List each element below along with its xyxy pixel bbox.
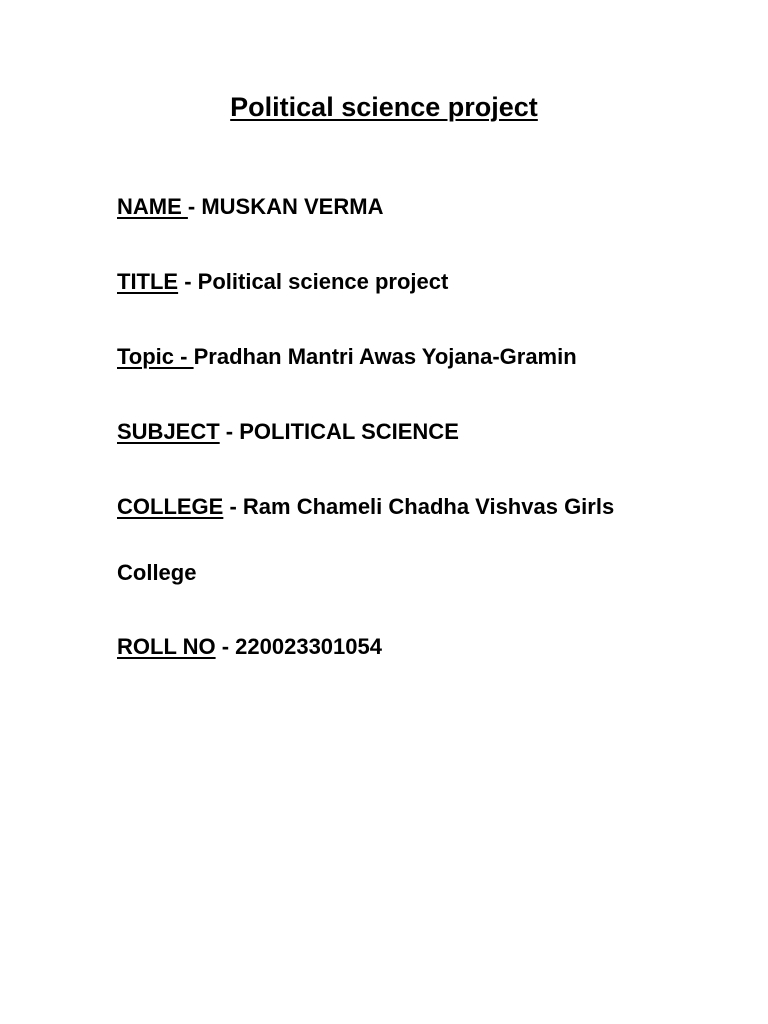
title-value: Political science project xyxy=(197,269,449,294)
name-field xyxy=(117,193,737,221)
title-label: TITLE xyxy=(117,269,179,294)
title-separator: - xyxy=(178,269,198,294)
page-title xyxy=(0,90,768,124)
college-label: COLLEGE xyxy=(117,494,224,519)
title-field xyxy=(117,268,737,296)
name-value: MUSKAN VERMA xyxy=(201,194,384,219)
subject-separator: - xyxy=(219,419,240,444)
topic-field xyxy=(117,343,737,371)
subject-value: POLITICAL SCIENCE xyxy=(239,419,459,444)
subject-label: SUBJECT xyxy=(117,419,220,444)
topic-label: Topic - xyxy=(117,344,194,369)
college-value: Ram Chameli Chadha Vishvas Girls xyxy=(242,494,615,519)
roll-no-field xyxy=(117,633,737,661)
college-field xyxy=(117,493,737,521)
college-separator: - xyxy=(223,494,243,519)
subject-field xyxy=(117,418,737,446)
college-value-line2: College xyxy=(117,560,197,585)
page-title-text: Political science project xyxy=(230,92,538,122)
roll-no-label: ROLL NO xyxy=(117,634,216,659)
name-label: NAME xyxy=(117,194,188,219)
roll-no-separator: - xyxy=(215,634,236,659)
name-separator: - xyxy=(187,194,202,219)
topic-value: Pradhan Mantri Awas Yojana-Gramin xyxy=(193,344,577,369)
roll-no-value: 220023301054 xyxy=(235,634,382,659)
